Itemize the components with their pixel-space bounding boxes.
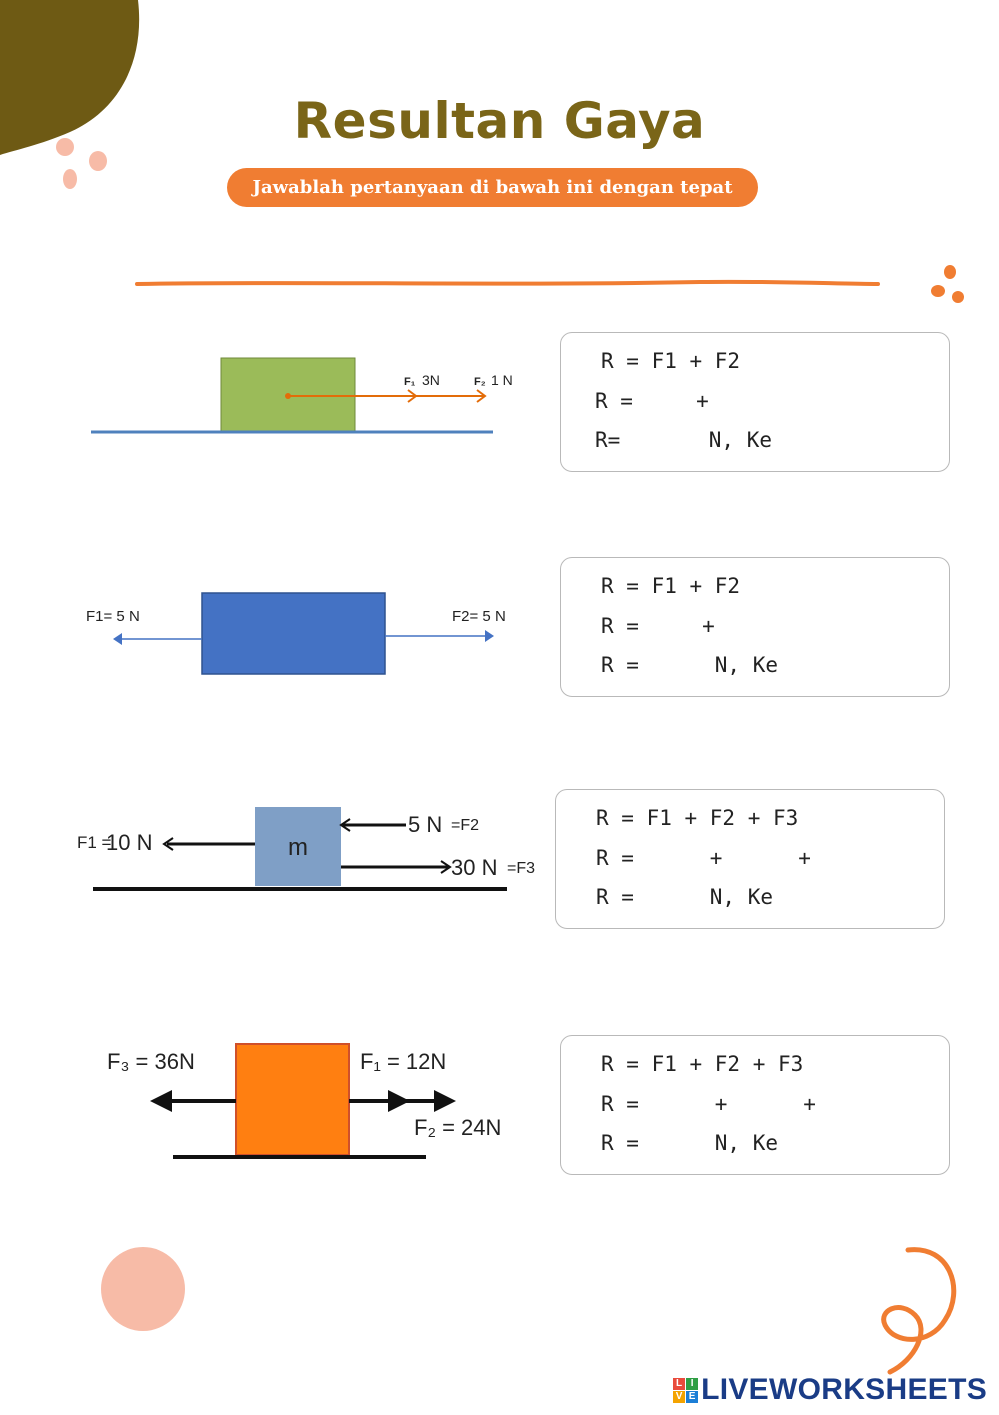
logo-letter: L [673,1378,685,1390]
answer-box-3 [555,789,945,929]
orange-swirl-decoration [884,1250,954,1372]
logo-letter: V [673,1391,685,1403]
problem-3-diagram [70,800,550,900]
peach-dot-decoration [89,151,107,171]
f3-arrowhead [150,1090,172,1112]
problem-4-diagram [100,1035,530,1170]
f2-arrowhead [434,1090,456,1112]
answer-result[interactable]: R = N, Ke [596,885,774,909]
orange-block [236,1044,349,1155]
f2-value-label: 1 N [491,372,513,388]
answer-substitution[interactable]: R = + + [601,1092,816,1116]
peach-dot-decoration [63,169,77,189]
blue-block [202,593,385,674]
f1-arrowhead [113,633,122,645]
brand-name: LIVEWORKSHEETS [701,1373,987,1406]
f2-value-label: 5 N [408,812,443,837]
f2-name-label: F₂ [474,376,486,388]
instruction-banner: Jawablah pertanyaan di bawah ini dengan tepat [227,168,758,207]
f1-label: F1 = [77,833,112,852]
f1-label: F1= 5 N [86,608,140,625]
answer-box-4 [560,1035,950,1175]
liveworksheets-brand [673,1372,987,1408]
f1-name-label: F₁ [404,376,416,388]
answer-box-1 [560,332,950,472]
f2-label: =F2 [451,817,480,834]
logo-letter: E [686,1391,698,1403]
f3-label: =F3 [507,860,536,877]
answer-substitution[interactable]: R = + + [596,846,811,870]
answer-substitution[interactable]: R = + [595,389,709,413]
answer-formula: R = F1 + F2 + F3 [601,1052,804,1076]
f1-value-label: 3N [422,372,440,388]
f3-label: F₃ = 36N [107,1049,195,1074]
orange-dot-decoration [931,285,945,297]
f2-arrowhead [485,630,494,642]
peach-circle-decoration [101,1247,185,1331]
answer-result[interactable]: R = N, Ke [601,1131,779,1155]
f1-value-label: 10 N [106,830,153,855]
liveworksheets-logo-icon [673,1378,698,1403]
answer-formula: R = F1 + F2 [601,574,741,598]
answer-substitution[interactable]: R = + [601,614,715,638]
answer-box-2 [560,557,950,697]
f2-label: F₂ = 24N [414,1115,502,1140]
answer-result[interactable]: R = N, Ke [601,653,779,677]
f2-label: F2= 5 N [452,608,506,625]
logo-letter: I [686,1378,698,1390]
divider-line [137,282,878,284]
orange-dot-decoration [944,265,956,279]
problem-1-diagram [80,340,540,450]
page-title: Resultan Gaya [293,92,706,150]
answer-formula: R = F1 + F2 [601,349,741,373]
f1-arrowhead [388,1090,410,1112]
orange-dot-decoration [952,291,964,303]
f3-value-label: 30 N [451,855,498,880]
f1-label: F₁ = 12N [360,1049,447,1074]
problem-2-diagram [80,585,530,685]
mass-label: m [288,834,308,861]
answer-result[interactable]: R= N, Ke [595,428,773,452]
answer-formula: R = F1 + F2 + F3 [596,806,799,830]
